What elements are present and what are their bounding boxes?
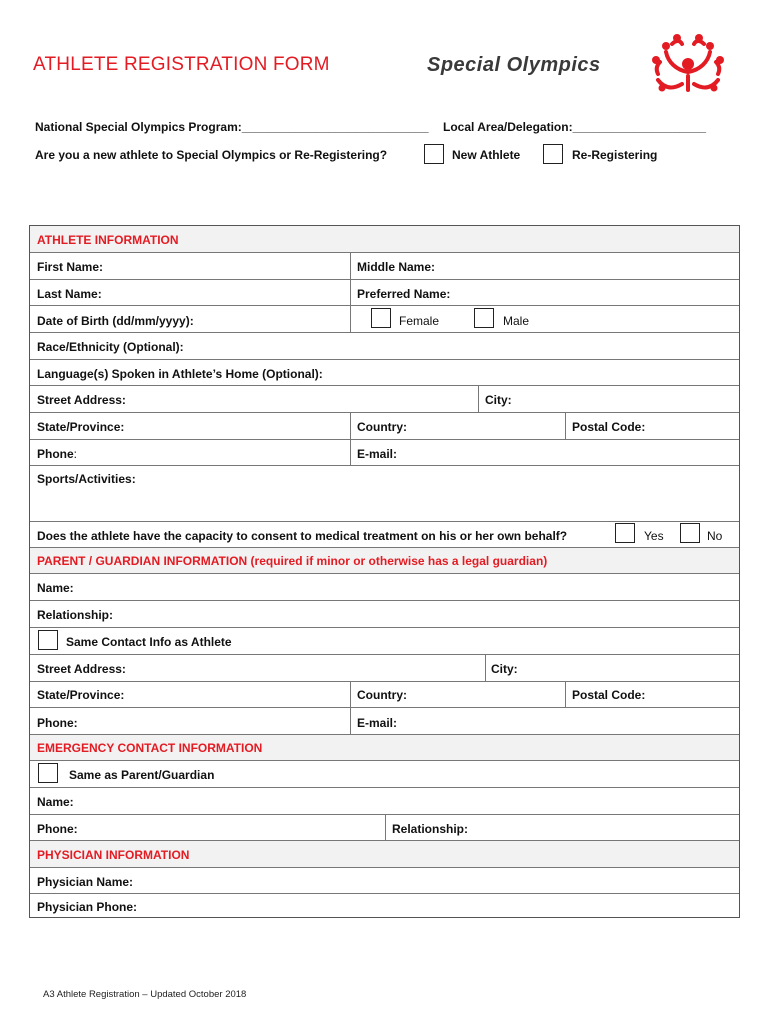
same-as-parent-label: Same as Parent/Guardian — [69, 768, 215, 782]
female-checkbox[interactable] — [371, 308, 391, 328]
athlete-dob-row — [30, 306, 739, 333]
same-contact-checkbox[interactable] — [38, 630, 58, 650]
emergency-name-field[interactable]: Name: — [37, 795, 74, 809]
guardian-city-field[interactable]: City: — [491, 662, 518, 676]
email-field[interactable]: E-mail: — [357, 447, 398, 461]
same-contact-label: Same Contact Info as Athlete — [66, 635, 232, 649]
athlete-lastname-row — [30, 280, 739, 306]
last-name-field[interactable]: Last Name: — [37, 287, 102, 301]
emergency-phone-row — [30, 815, 739, 841]
emergency-relationship-field[interactable]: Relationship: — [392, 822, 469, 836]
street-address-field[interactable]: Street Address: — [37, 393, 126, 407]
re-registering-label: Re-Registering — [572, 148, 658, 162]
same-as-parent-checkbox[interactable] — [38, 763, 58, 783]
physician-section-header — [30, 841, 739, 868]
consent-no-label: No — [707, 529, 723, 543]
consent-yes-checkbox[interactable] — [615, 523, 635, 543]
physician-phone-row — [30, 894, 739, 917]
state-province-field[interactable]: State/Province: — [37, 420, 125, 434]
middle-name-field[interactable]: Middle Name: — [357, 260, 436, 274]
guardian-phone-field[interactable]: Phone: — [37, 716, 78, 730]
athlete-race-row — [30, 333, 739, 360]
languages-field[interactable]: Language(s) Spoken in Athlete’s Home (Optional): — [37, 367, 323, 381]
new-or-reregister-question: Are you a new athlete to Special Olympics or Re-Registering? — [35, 148, 388, 162]
city-field[interactable]: City: — [485, 393, 512, 407]
guardian-street-field[interactable]: Street Address: — [37, 662, 126, 676]
guardian-relationship-field[interactable]: Relationship: — [37, 608, 114, 622]
athlete-section-header — [30, 226, 739, 253]
new-athlete-checkbox[interactable] — [424, 144, 444, 164]
guardian-email-field[interactable]: E-mail: — [357, 716, 398, 730]
physician-name-field[interactable]: Physician Name: — [37, 875, 134, 889]
guardian-same-contact-row — [30, 628, 739, 655]
registration-form-table — [29, 225, 740, 918]
footer-text: A3 Athlete Registration – Updated October 2018 — [43, 989, 247, 1000]
emergency-same-row — [30, 761, 739, 788]
male-checkbox[interactable] — [474, 308, 494, 328]
emergency-section-title: EMERGENCY CONTACT INFORMATION — [37, 741, 263, 755]
consent-row — [30, 522, 739, 548]
phone-field[interactable] — [37, 447, 77, 461]
race-ethnicity-field[interactable]: Race/Ethnicity (Optional): — [37, 340, 184, 354]
consent-question: Does the athlete have the capacity to consent to medical treatment on his or her own behalf? — [37, 529, 568, 543]
form-title: ATHLETE REGISTRATION FORM — [33, 54, 330, 75]
sports-activities-field[interactable]: Sports/Activities: — [37, 472, 136, 486]
first-name-field[interactable]: First Name: — [37, 260, 104, 274]
guardian-phone-row — [30, 708, 739, 735]
physician-section-title: PHYSICIAN INFORMATION — [37, 848, 190, 862]
emergency-name-row — [30, 788, 739, 815]
re-registering-checkbox[interactable] — [543, 144, 563, 164]
date-of-birth-field[interactable]: Date of Birth (dd/mm/yyyy): — [37, 314, 194, 328]
consent-yes-label: Yes — [644, 529, 664, 543]
postal-code-field[interactable]: Postal Code: — [572, 420, 646, 434]
country-field[interactable]: Country: — [357, 420, 407, 434]
national-program-line[interactable]: National Special Olympics Program:____________________________ — [35, 120, 429, 134]
female-label: Female — [399, 314, 440, 328]
guardian-section-title: PARENT / GUARDIAN INFORMATION (required if minor or otherwise has a legal guardian) — [37, 554, 548, 568]
athlete-state-row — [30, 413, 739, 440]
guardian-name-field[interactable]: Name: — [37, 581, 74, 595]
consent-no-checkbox[interactable] — [680, 523, 700, 543]
athlete-section-title: ATHLETE INFORMATION — [37, 233, 179, 247]
phone-colon: : — [73, 447, 78, 461]
guardian-postal-field[interactable]: Postal Code: — [572, 688, 646, 702]
guardian-state-field[interactable]: State/Province: — [37, 688, 125, 702]
new-athlete-label: New Athlete — [452, 148, 521, 162]
phone-label: Phone — [37, 447, 74, 461]
special-olympics-logo-icon — [650, 32, 726, 102]
emergency-phone-field[interactable]: Phone: — [37, 822, 78, 836]
athlete-phone-row — [30, 440, 739, 466]
athlete-name-row — [30, 253, 739, 280]
guardian-name-row — [30, 574, 739, 601]
preferred-name-field[interactable]: Preferred Name: — [357, 287, 451, 301]
guardian-state-row — [30, 682, 739, 708]
emergency-section-header — [30, 735, 739, 761]
guardian-country-field[interactable]: Country: — [357, 688, 407, 702]
special-olympics-logo-text: Special Olympics — [427, 54, 601, 76]
guardian-section-header — [30, 548, 739, 574]
athlete-language-row — [30, 360, 739, 386]
athlete-sports-row — [30, 466, 739, 522]
local-area-delegation-line[interactable]: Local Area/Delegation:____________________ — [443, 120, 707, 134]
guardian-relationship-row — [30, 601, 739, 628]
athlete-address-row — [30, 386, 739, 413]
male-label: Male — [503, 314, 530, 328]
physician-phone-field[interactable]: Physician Phone: — [37, 900, 138, 914]
physician-name-row — [30, 868, 739, 894]
guardian-address-row — [30, 655, 739, 682]
